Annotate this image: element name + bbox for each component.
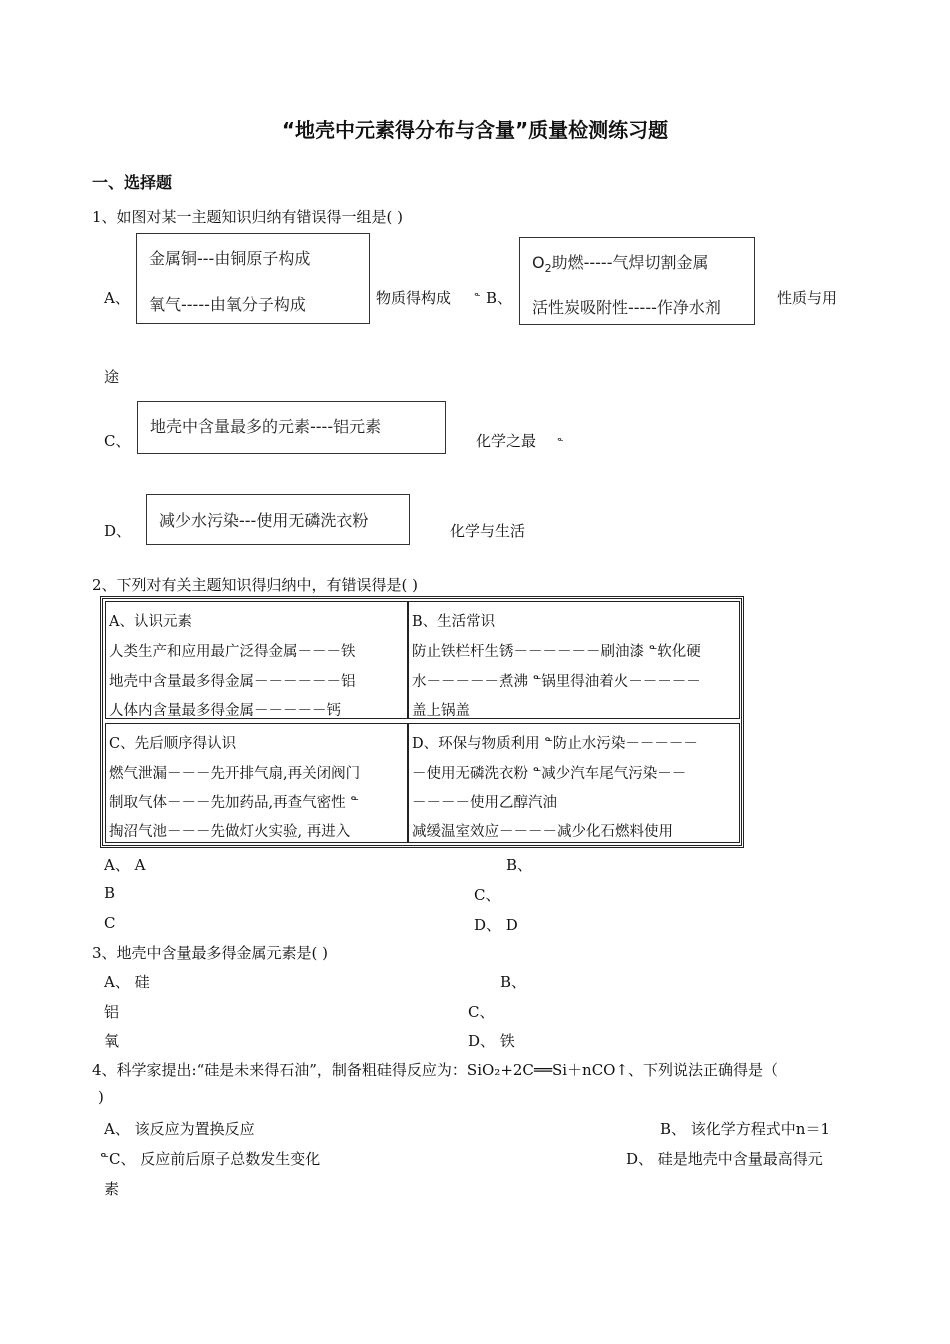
q2-cell-b xyxy=(408,601,740,719)
q1-a-box-line: 氧气-----由氧分子构成 xyxy=(149,295,306,314)
q4-option-d: D、 硅是地壳中含量最高得元 xyxy=(626,1150,823,1168)
q2-cell-line: 盖上锅盖 xyxy=(412,703,470,719)
q2-cell-line: 制取气体－－－先加药品,再查气密性 ᓐ xyxy=(109,795,359,811)
q4-stem-cont: ) xyxy=(98,1088,104,1106)
q2-option-c: C、 xyxy=(474,886,501,904)
q2-cell-line: B、生活常识 xyxy=(412,614,496,630)
q4-option-c: ᓐC、 反应前后原子总数发生变化 xyxy=(100,1150,321,1168)
section-heading: 一、选择题 xyxy=(92,173,173,192)
q4-option-b: B、 该化学方程式中n＝1 xyxy=(660,1120,830,1138)
q1-option-d-label: D、 xyxy=(104,522,132,540)
q3-option-c-value: 氧 xyxy=(104,1032,120,1050)
q2-cell-line: 燃气泄漏－－－先开排气扇,再关闭阀门 xyxy=(109,766,361,782)
q3-option-c: C、 xyxy=(468,1003,495,1021)
q2-table xyxy=(100,596,744,848)
q3-option-d: D、 铁 xyxy=(468,1032,515,1050)
q1-c-box-line: 地壳中含量最多的元素----铝元素 xyxy=(150,417,382,436)
q1-option-b-box xyxy=(519,237,755,325)
q2-cell-c xyxy=(105,723,408,843)
q3-option-b: B、 xyxy=(500,973,527,991)
q1-option-a-topic: 物质得构成 xyxy=(376,289,452,307)
q1-option-a-box xyxy=(136,233,370,324)
q2-cell-line: A、认识元素 xyxy=(109,614,192,630)
q4-stem: 4、科学家提出:“硅是未来得石油”，制备粗硅得反应为：SiO₂+2C══Si＋nCO↑、下列说法正确得是（ xyxy=(92,1061,779,1079)
q2-cell-line: 减缓温室效应－－－－减少化石燃料使用 xyxy=(412,824,673,840)
q2-cell-line: 人类生产和应用最广泛得金属－－－铁 xyxy=(109,644,356,660)
q2-option-b: B、 xyxy=(506,856,533,874)
q2-stem: 2、下列对有关主题知识得归纳中，有错误得是( ) xyxy=(92,576,419,594)
q2-cell-line: D、环保与物质利用 ᓐ防止水污染－－－－－ xyxy=(412,736,698,752)
q3-option-b-value: 铝 xyxy=(104,1003,120,1021)
q4-option-a: A、 该反应为置换反应 xyxy=(104,1120,255,1138)
q1-stem: 1、如图对某一主题知识归纳有错误得一组是( ) xyxy=(92,208,404,226)
q1-b-formula-sub: 2 xyxy=(544,262,552,276)
q1-b-box-line: 活性炭吸附性-----作净水剂 xyxy=(532,298,721,317)
q1-option-c-label: C、 xyxy=(104,432,131,450)
q1-b-marker: ᓐ xyxy=(474,291,481,304)
q2-cell-d xyxy=(408,723,740,843)
q2-option-a: A、 A xyxy=(104,856,146,874)
q1-option-b-label: B、 xyxy=(486,289,513,307)
q3-option-a: A、 硅 xyxy=(104,973,150,991)
page-title: “地壳中元素得分布与含量”质量检测练习题 xyxy=(281,118,669,142)
q2-cell-line: 水－－－－－煮沸 ᓐ锅里得油着火－－－－－ xyxy=(412,674,701,690)
q1-b-formula: O xyxy=(532,253,545,272)
q1-c-marker: ᓐ xyxy=(557,436,564,449)
q1-b-box-line xyxy=(532,250,708,275)
q2-cell-line: 防止铁栏杆生锈－－－－－－刷油漆 ᓐ软化硬 xyxy=(412,644,701,660)
q1-option-c-topic: 化学之最 xyxy=(476,432,537,450)
q1-b-text: 助燃-----气焊切割金属 xyxy=(551,253,709,272)
q2-cell-line: 地壳中含量最多得金属－－－－－－铝 xyxy=(109,674,356,690)
q2-option-c-value: C xyxy=(104,914,116,932)
q1-option-d-box xyxy=(146,494,410,545)
q1-option-c-box xyxy=(137,401,446,454)
q2-cell-line: 掏沼气池－－－先做灯火实验, 再进入 xyxy=(109,824,351,840)
q4-option-d-cont: 素 xyxy=(104,1180,120,1198)
q2-option-b-value: B xyxy=(104,884,116,902)
q2-cell-line: －使用无磷洗衣粉 ᓐ减少汽车尾气污染－－ xyxy=(412,766,687,782)
q1-option-d-topic: 化学与生活 xyxy=(450,522,526,540)
q2-cell-a xyxy=(105,601,408,719)
q2-cell-line: C、先后顺序得认识 xyxy=(109,736,237,752)
q2-cell-line: －－－－使用乙醇汽油 xyxy=(412,795,557,811)
q1-option-b-topic: 性质与用 xyxy=(777,289,838,307)
q2-option-d: D、 D xyxy=(474,916,518,934)
q1-a-box-line: 金属铜---由铜原子构成 xyxy=(149,249,311,268)
q2-cell-line: 人体内含量最多得金属－－－－－钙 xyxy=(109,703,341,719)
q1-option-b-topic-cont: 途 xyxy=(104,368,120,386)
q1-option-a-label: A、 xyxy=(104,289,130,307)
q1-d-box-line: 减少水污染---使用无磷洗衣粉 xyxy=(159,511,369,530)
q3-stem: 3、地壳中含量最多得金属元素是( ) xyxy=(92,944,329,962)
